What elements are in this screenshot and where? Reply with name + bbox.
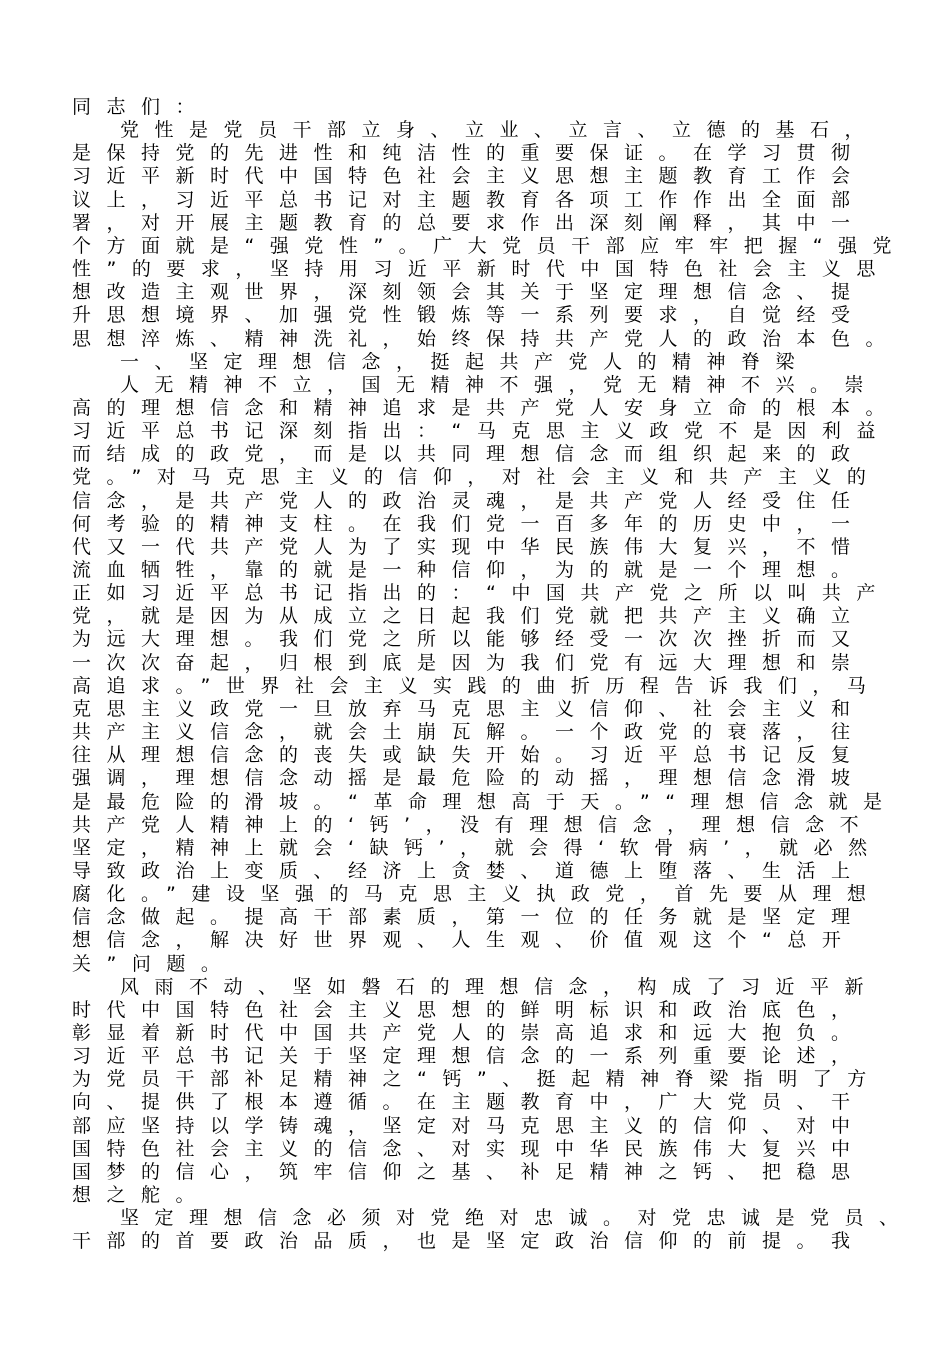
text-line: 想之舵。 [72, 1184, 211, 1207]
text-line: 共产党人精神上的‘钙’，没有理想信念，理想信念不 [72, 813, 875, 836]
text-line: 是最危险的滑坡。“革命理想高于天。”“理想信念就是 [72, 790, 898, 813]
text-line: 正如习近平总书记指出的：“中国共产党之所以叫共产 [72, 582, 891, 605]
text-line: 为党员干部补足精神之“钙”、挺起精神脊梁指明了方 [72, 1068, 882, 1091]
text-line: 坚定理想信念必须对党绝对忠诚。对党忠诚是党员、 [120, 1207, 914, 1230]
text-line: 升思想境界、加强党性锻炼等一系列要求，自觉经受 [72, 304, 866, 327]
text-line: 风雨不动、坚如磐石的理想信念，构成了习近平新 [120, 975, 880, 998]
text-line: 习近平新时代中国特色社会主义思想主题教育工作会 [72, 165, 866, 188]
text-line: 性”的要求，坚持用习近平新时代中国特色社会主义思 [72, 258, 891, 281]
text-line: 国特色社会主义的信念、对实现中华民族伟大复兴中 [72, 1137, 866, 1160]
text-line: 同志们： [72, 96, 211, 118]
text-line: 腐化。”建设坚强的马克思主义执政党，首先要从理想 [72, 883, 882, 906]
text-line: 何考验的精神支柱。在我们党一百多年的历史中，一 [72, 512, 866, 535]
text-line: 导致政治上变质、经济上贪婪、道德上堕落、生活上 [72, 859, 866, 882]
text-line: 彰显着新时代中国共产党人的崇高追求和远大抱负。 [72, 1022, 866, 1044]
text-line: 习近平总书记深刻指出：“马克思主义政党不是因利益 [72, 420, 891, 443]
text-line: 国梦的信心，筑牢信仰之基、补足精神之钙、把稳思 [72, 1160, 866, 1183]
text-line: 高的理想信念和精神追求是共产党人安身立命的根本。 [72, 396, 901, 419]
text-line: 向、提供了根本遵循。在主题教育中，广大党员、干 [72, 1091, 866, 1114]
text-line: 党。”对马克思主义的信仰，对社会主义和共产主义的 [72, 466, 882, 489]
text-line: 为远大理想。我们党之所以能够经受一次次挫折而又 [72, 628, 866, 651]
text-line: 议上，习近平总书记对主题教育各项工作作出全面部 [72, 188, 866, 211]
text-line: 共产主义信念，就会土崩瓦解。一个政党的衰落，往 [72, 721, 866, 744]
text-line: 而结成的政党，而是以共同理想信念而组织起来的政 [72, 443, 866, 466]
text-line: 时代中国特色社会主义思想的鲜明标识和政治底色， [72, 998, 866, 1021]
text-line: 想信念，解决好世界观、人生观、价值观这个“总开 [72, 929, 857, 952]
text-line: 干部的首要政治品质，也是坚定政治信仰的前提。我 [72, 1230, 866, 1253]
text-line: 强调，理想信念动摇是最危险的动摇，理想信念滑坡 [72, 767, 866, 790]
text-line: 习近平总书记关于坚定理想信念的一系列重要论述， [72, 1045, 866, 1068]
text-line: 人无精神不立，国无精神不强，党无精神不兴。崇 [120, 373, 880, 396]
text-line: 是保持党的先进性和纯洁性的重要保证。在学习贯彻 [72, 142, 866, 165]
text-line: 信念，是共产党人的政治灵魂，是共产党人经受住任 [72, 489, 866, 512]
text-line: 高追求。”世界社会主义实践的曲折历程告诉我们，马 [72, 674, 882, 697]
text-line: 往从理想信念的丧失或缺失开始。习近平总书记反复 [72, 744, 866, 767]
text-line: 信念做起。提高干部素质，第一位的任务就是坚定理 [72, 906, 866, 929]
text-line: 党性是党员干部立身、立业、立言、立德的基石， [120, 119, 880, 142]
text-line: 部应坚持以学铸魂，坚定对马克思主义的信仰、对中 [72, 1114, 866, 1137]
text-line: 党，就是因为从成立之日起我们党就把共产主义确立 [72, 605, 866, 628]
text-line: 关”问题。 [72, 952, 236, 975]
text-line: 个方面就是“强党性”。广大党员干部应牢牢把握“强党 [72, 234, 908, 257]
text-line: 一、坚定理想信念，挺起共产党人的精神脊梁 [120, 350, 811, 373]
text-line: 思想淬炼、精神洗礼，始终保持共产党人的政治本色。 [72, 327, 901, 350]
text-line: 想改造主观世界，深刻领会其关于坚定理想信念、提 [72, 281, 866, 304]
text-line: 克思主义政党一旦放弃马克思主义信仰、社会主义和 [72, 697, 866, 720]
text-line: 署，对开展主题教育的总要求作出深刻阐释，其中一 [72, 211, 866, 234]
text-line: 坚定，精神上就会‘缺钙’，就会得‘软骨病’，就必然 [72, 836, 883, 859]
text-line: 一次次奋起，归根到底是因为我们党有远大理想和崇 [72, 651, 866, 674]
text-line: 流血牺牲，靠的就是一种信仰，为的就是一个理想。 [72, 559, 866, 581]
text-line: 代又一代共产党人为了实现中华民族伟大复兴，不惜 [72, 535, 866, 558]
